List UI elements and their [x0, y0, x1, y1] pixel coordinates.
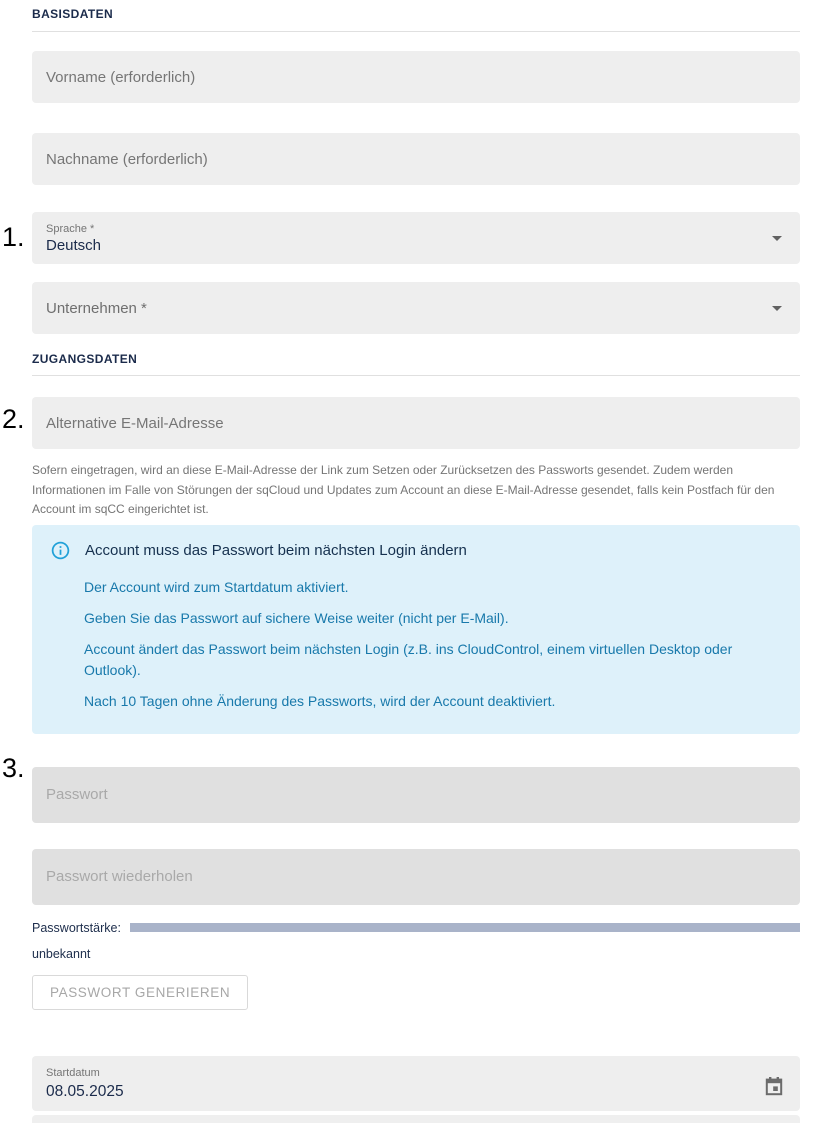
- sprache-select[interactable]: [32, 212, 800, 264]
- nachname-input[interactable]: [32, 133, 800, 185]
- passwort-wiederholen-input[interactable]: [32, 849, 800, 905]
- info-box-line: Account ändert das Passwort beim nächsten Login (z.B. ins CloudControl, einem virtuellen Desktop oder Outlook).: [84, 640, 733, 678]
- unternehmen-select[interactable]: [32, 282, 800, 334]
- calendar-icon: [764, 1085, 784, 1100]
- section-header-basisdaten: BASISDATEN: [32, 7, 114, 21]
- info-box-line: Geben Sie das Passwort auf sichere Weise weiter (nicht per E-Mail).: [84, 609, 509, 626]
- info-icon: [50, 540, 71, 566]
- password-strength-label: Passwortstärke:: [32, 920, 121, 935]
- section-divider: [32, 31, 800, 32]
- sprache-select-label: Sprache *: [46, 222, 95, 235]
- password-change-info-box: [32, 525, 800, 734]
- info-box-line: Nach 10 Tagen ohne Änderung des Passworts, wird der Account deaktiviert.: [84, 692, 556, 709]
- vorname-input[interactable]: [32, 51, 800, 103]
- calendar-button[interactable]: [760, 1072, 788, 1104]
- chevron-down-icon: [772, 306, 782, 311]
- section-header-zugangsdaten: ZUGANGSDATEN: [32, 352, 138, 366]
- password-strength-row: [32, 921, 800, 935]
- info-box-title: Account muss das Passwort beim nächsten Login ändern: [85, 541, 467, 559]
- step-annotation-3: 3.: [2, 753, 25, 783]
- passwort-input[interactable]: [32, 767, 800, 823]
- password-strength-value: unbekannt: [32, 946, 91, 961]
- startdatum-field[interactable]: [32, 1056, 800, 1111]
- info-box-line: Der Account wird zum Startdatum aktiviert.: [84, 578, 349, 595]
- unternehmen-select-label: Unternehmen *: [46, 299, 147, 317]
- next-field-top-edge: [32, 1115, 800, 1123]
- startdatum-value: 08.05.2025: [46, 1082, 124, 1100]
- chevron-down-icon: [772, 236, 782, 241]
- sprache-select-value: Deutsch: [46, 236, 102, 254]
- step-annotation-2: 2.: [2, 404, 25, 434]
- password-strength-bar: [130, 923, 800, 932]
- section-divider: [32, 375, 800, 376]
- alternative-email-input[interactable]: [32, 397, 800, 449]
- step-annotation-1: 1.: [2, 222, 25, 252]
- startdatum-label: Startdatum: [46, 1066, 100, 1079]
- alternative-email-help-text: Sofern eingetragen, wird an diese E-Mail-Adresse der Link zum Setzen oder Zurücksetzen des Passworts gesendet. Zudem werden Informationen im Falle von Störungen der sqCloud und Updates zum Account an diese E-Mail-Adresse gesendet, falls kein Postfach für den Account im sqCC eingerichtet ist.: [32, 463, 775, 516]
- generate-password-button[interactable]: PASSWORT GENERIEREN: [32, 975, 248, 1010]
